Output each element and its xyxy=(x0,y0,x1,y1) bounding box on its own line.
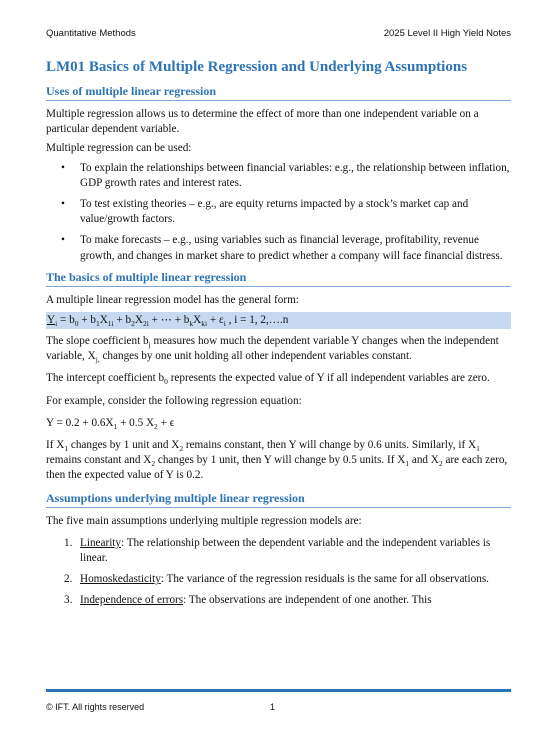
uses-list-item: • To explain the relationships between financial variables: e.g., the relationship between inflation, GDP growth rates and interest rates. xyxy=(80,161,511,191)
eq-text: + b xyxy=(78,314,96,327)
uses-list xyxy=(46,161,511,264)
text-run: + 0.5 X xyxy=(117,416,155,429)
example-equation xyxy=(46,416,511,431)
text-run: Y = 0.2 + 0.6X xyxy=(46,416,114,429)
eq-text: = b xyxy=(57,314,75,327)
text-sub: 1 xyxy=(64,444,69,454)
running-header-right: 2025 Level II High Yield Notes xyxy=(383,28,511,39)
text-sub: 1 xyxy=(405,459,410,469)
text-sub: 1 xyxy=(476,444,480,454)
interpretation-paragraph xyxy=(46,438,511,484)
text-run: changes by one unit holding all other independent variables constant. xyxy=(99,350,412,363)
text-run: + ϵ xyxy=(157,416,175,429)
section-heading-assumptions: Assumptions underlying multiple linear regression xyxy=(46,491,511,508)
example-intro: For example, consider the following regression equation: xyxy=(46,394,302,407)
eq-sub: i xyxy=(55,319,58,329)
eq-sub: 1i xyxy=(107,319,114,329)
eq-sub: ki xyxy=(201,319,208,329)
page-number: 1 xyxy=(270,702,276,712)
text-run: changes by 1 unit, then Y will change by 0.5 units. If X xyxy=(155,454,406,467)
eq-y: Y xyxy=(47,314,56,327)
eq-text: X xyxy=(193,314,202,327)
text-run: are each zero, then the expected value of Y is 0.2. xyxy=(46,454,508,482)
eq-text: + ⋯ + b xyxy=(148,314,190,327)
section-heading-basics: The basics of multiple linear regression xyxy=(46,270,511,287)
uses-list-item: • To test existing theories – e.g., are equity returns impacted by a stock’s market cap and value/growth factors. xyxy=(80,197,511,227)
item-number: 2. xyxy=(64,573,73,586)
eq-text: , i = 1, 2,….n xyxy=(225,314,289,327)
eq-text: X xyxy=(99,314,108,327)
regression-equation xyxy=(46,312,511,329)
basics-intro: A multiple linear regression model has the general form: xyxy=(46,293,299,306)
intercept-paragraph xyxy=(46,371,511,386)
text-run: represents the expected value of Y if all independent variables are zero. xyxy=(167,372,490,385)
text-sub: 2 xyxy=(154,422,158,432)
footer-rule xyxy=(46,689,511,692)
eq-sub: i xyxy=(223,319,226,329)
text-run: remains constant and X xyxy=(46,454,152,467)
eq-sub: 2i xyxy=(142,319,149,329)
text-run: The intercept coefficient b xyxy=(46,372,165,385)
eq-sub: 2 xyxy=(131,319,135,329)
assumption-text: : The relationship between the dependent variable and the independent variables is linear. xyxy=(80,536,491,565)
text-run: remains constant, then Y will change by 0.6 units. Similarly, if X xyxy=(183,439,477,452)
text-run: and X xyxy=(409,454,439,467)
slope-paragraph xyxy=(46,334,511,364)
text-sub: j xyxy=(148,340,151,350)
item-number: 1. xyxy=(64,536,73,549)
eq-text: + b xyxy=(113,314,132,327)
text-sub: 2 xyxy=(151,459,156,469)
page-body xyxy=(46,58,511,615)
eq-sub: 1 xyxy=(95,319,100,329)
eq-sub: 0 xyxy=(74,319,79,329)
running-header-left: Quantitative Methods xyxy=(46,28,136,39)
assumption-term: Linearity xyxy=(80,536,122,549)
assumption-item xyxy=(64,572,511,587)
footer-copyright: © IFT. All rights reserved xyxy=(46,702,145,712)
eq-text: + ε xyxy=(207,314,224,327)
text-sub: j, xyxy=(95,355,100,365)
text-sub: 0 xyxy=(164,377,168,387)
assumptions-intro: The five main assumptions underlying multiple regression models are: xyxy=(46,514,362,527)
text-sub: 2 xyxy=(438,459,443,469)
assumption-text: : The observations are independent of one another. This xyxy=(183,594,432,607)
assumptions-list xyxy=(46,536,511,609)
eq-sub: k xyxy=(189,319,194,329)
text-sub: 2 xyxy=(179,444,184,454)
text-run: If X xyxy=(46,439,65,452)
eq-text: X xyxy=(134,314,143,327)
item-number: 3. xyxy=(64,594,73,607)
text-run: The slope coefficient b xyxy=(46,335,149,348)
text-run: measures how much the dependent variable Y changes when the independent variable, X xyxy=(46,335,499,363)
page-title: LM01 Basics of Multiple Regression and Underlying Assumptions xyxy=(46,59,468,75)
uses-intro: Multiple regression can be used: xyxy=(46,142,192,155)
uses-list-item: • To make forecasts – e.g., using variables such as financial leverage, profitability, revenue growth, and changes in market share to predict whether a company will face financial distress. xyxy=(80,233,511,263)
text-run: changes by 1 unit and X xyxy=(68,439,180,452)
assumption-term: Homoskedasticity xyxy=(80,573,161,586)
uses-paragraph: Multiple regression allows us to determine the effect of more than one independent variable on a particular dependent variable. xyxy=(46,108,479,136)
text-sub: 1 xyxy=(113,422,118,432)
section-heading-uses: Uses of multiple linear regression xyxy=(46,84,511,101)
assumption-item xyxy=(64,536,511,566)
assumption-term: Independence of errors xyxy=(80,594,184,607)
assumption-item xyxy=(64,593,511,608)
assumption-text: : The variance of the regression residuals is the same for all observations. xyxy=(160,573,489,586)
